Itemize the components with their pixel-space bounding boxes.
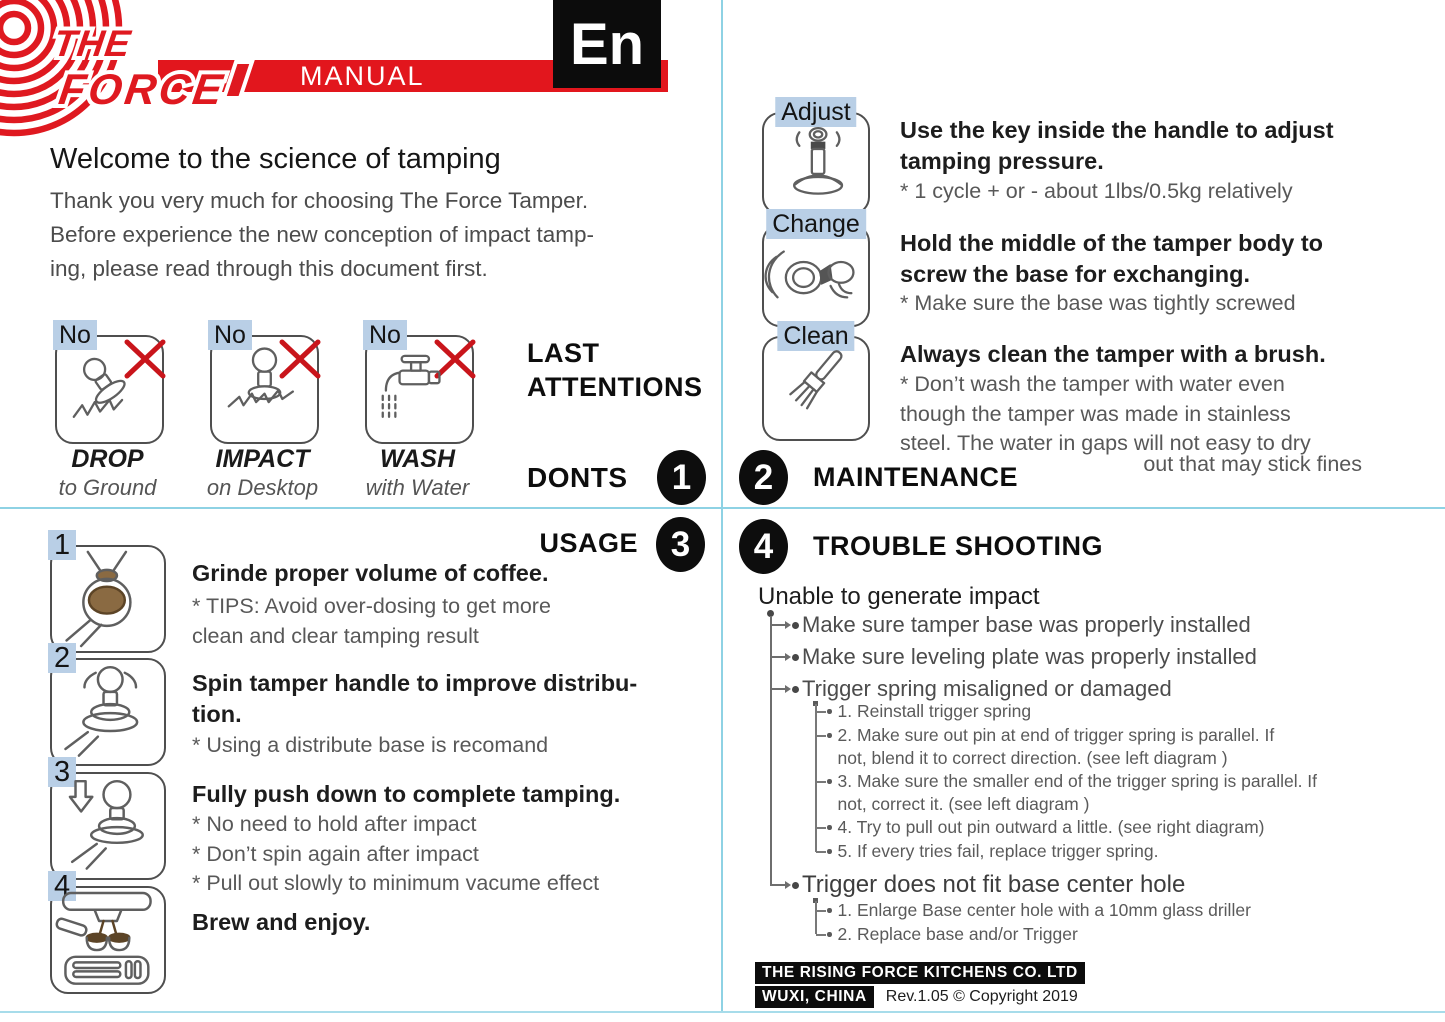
push-down-icon: [52, 774, 164, 878]
usage-heading: USAGE: [539, 528, 638, 558]
dont-wash-box: [365, 321, 474, 444]
problem2-row: [771, 871, 1185, 899]
hole-fix-row-2: [816, 923, 1356, 946]
horizontal-divider: [0, 507, 1445, 509]
language-badge: [553, 0, 661, 88]
step-number-tag: 2: [48, 643, 76, 673]
step3-note: * No need to hold after impact * Don’t spin again after impact * Pull out slowly to minimum vacume effect: [192, 812, 600, 895]
bottom-edge-line: [0, 1011, 1445, 1013]
change-box: [762, 210, 870, 327]
troubleshooting-heading: TROUBLE SHOOTING: [813, 531, 1103, 561]
fix-row-2: [816, 724, 1356, 770]
spin-handle-icon: [52, 660, 164, 764]
step4-title: Brew and enjoy.: [192, 909, 371, 935]
brush-icon: [764, 338, 868, 439]
spring-fix-3: 3. Make sure the smaller end of the trigger spring is parallel. If not, correct it. (see left diagram ): [837, 771, 1318, 814]
step-number-tag: 3: [48, 757, 76, 787]
clean-tag: Clean: [777, 321, 854, 351]
logo-slash: [224, 62, 252, 98]
adjust-box: [762, 98, 870, 215]
donts-heading: DONTS: [527, 462, 628, 493]
dont-impact-box: [210, 321, 319, 444]
wash-with-water-icon: [367, 337, 472, 442]
no-tag: No: [363, 320, 407, 350]
adjust-title: Use the key inside the handle to adjust tamping pressure.: [900, 117, 1334, 174]
brew-espresso-icon: [52, 888, 164, 992]
cause-2: Make sure leveling plate was properly installed: [802, 644, 1257, 669]
maintenance-heading: MAINTENANCE: [813, 462, 1018, 492]
section-number-3: 3: [656, 517, 705, 572]
usage-step2-box: [50, 642, 166, 766]
usage-step1-box: [50, 529, 166, 653]
change-title: Hold the middle of the tamper body to screw the base for exchanging.: [900, 230, 1323, 287]
dont-drop-box: [55, 321, 164, 444]
dont-drop-caption: to Ground: [58, 475, 157, 500]
logo-word-force: FORCE: [55, 66, 229, 114]
section-number-1: 1: [657, 450, 706, 505]
adjust-note: * 1 cycle + or - about 1lbs/0.5kg relatively: [900, 179, 1293, 203]
banner-title: MANUAL: [300, 61, 425, 91]
fix-row-3: [816, 770, 1356, 816]
intro-body: Thank you very much for choosing The Force Tamper. Before experience the new conception of impact tamp- ing, please read through this document first.: [50, 188, 595, 281]
fix-row-1: [816, 700, 1356, 723]
no-tag: No: [208, 320, 252, 350]
usage-step3-box: [50, 756, 166, 880]
spring-fix-2: 2. Make sure out pin at end of trigger spring is parallel. If not, blend it to correct direction. (see left diagram ): [837, 725, 1275, 768]
hole-fix-1: 1. Enlarge Base center hole with a 10mm glass driller: [837, 900, 1251, 920]
dont-wash-title: WASH: [380, 445, 455, 473]
spring-fix-1: 1. Reinstall trigger spring: [837, 701, 1032, 721]
step2-title: Spin tamper handle to improve distribu- tion.: [192, 670, 638, 727]
cause-row-2: [771, 644, 1257, 670]
footer-revision: Rev.1.05 © Copyright 2019: [885, 988, 1078, 1005]
cause-row-1: [771, 612, 1251, 638]
impact-on-desktop-icon: [212, 337, 317, 442]
cause-row-3: [771, 676, 1172, 702]
section-number-2: 2: [739, 450, 788, 505]
problem2-title: Trigger does not fit base center hole: [802, 871, 1186, 898]
hole-fix-row-1: [816, 899, 1356, 922]
change-note: * Make sure the base was tightly screwed: [900, 291, 1296, 315]
fix-row-5: [816, 840, 1356, 863]
clean-note-tail: out that may stick fines: [1143, 452, 1362, 476]
last-attentions-heading: LAST ATTENTIONS: [527, 338, 703, 402]
footer-company: THE RISING FORCE KITCHENS CO. LTD: [755, 962, 1085, 984]
dont-drop-title: DROP: [71, 445, 144, 473]
no-tag: No: [53, 320, 97, 350]
hole-fix-2: 2. Replace base and/or Trigger: [837, 924, 1078, 944]
drop-to-ground-icon: [57, 337, 162, 442]
spring-fix-4: 4. Try to pull out pin outward a little. (see right diagram): [837, 817, 1265, 837]
problem1-title: Unable to generate impact: [758, 583, 1040, 610]
footer-company-row: [755, 962, 1085, 984]
language-badge-label: En: [569, 11, 645, 77]
clean-box: [762, 322, 870, 441]
cause-1: Make sure tamper base was properly installed: [802, 612, 1251, 637]
clean-title: Always clean the tamper with a brush.: [900, 341, 1326, 367]
grind-coffee-icon: [52, 547, 164, 651]
step1-title: Grinde proper volume of coffee.: [192, 560, 549, 586]
the-force-logo: [0, 0, 255, 160]
adjust-tag: Adjust: [775, 97, 856, 127]
step3-title: Fully push down to complete tamping.: [192, 781, 621, 807]
clean-note: * Don’t wash the tamper with water even though the tamper was made in stainless steel. The water in gaps will not easy to dry: [900, 372, 1311, 455]
footer-location-row: [755, 986, 1078, 1008]
step1-note: * TIPS: Avoid over-dosing to get more clean and clear tamping result: [192, 594, 551, 648]
dont-impact-caption: on Desktop: [206, 475, 319, 500]
change-base-icon: [764, 226, 868, 325]
fix-row-4: [816, 816, 1356, 839]
usage-step4-box: [50, 870, 166, 994]
section-number-4: 4: [739, 519, 788, 574]
spring-fix-5: 5. If every tries fail, replace trigger spring.: [837, 841, 1159, 861]
adjust-icon: [764, 114, 868, 213]
logo-word-the: THE: [51, 22, 134, 64]
change-tag: Change: [766, 209, 866, 239]
dont-impact-title: IMPACT: [215, 445, 310, 473]
intro-title: Welcome to the science of tamping: [50, 143, 501, 175]
footer-location: WUXI, CHINA: [755, 986, 874, 1008]
step2-note: * Using a distribute base is recomand: [192, 733, 549, 757]
dont-wash-caption: with Water: [365, 475, 470, 500]
cause-3: Trigger spring misaligned or damaged: [802, 676, 1172, 701]
step-number-tag: 4: [48, 871, 76, 901]
step-number-tag: 1: [48, 530, 76, 560]
